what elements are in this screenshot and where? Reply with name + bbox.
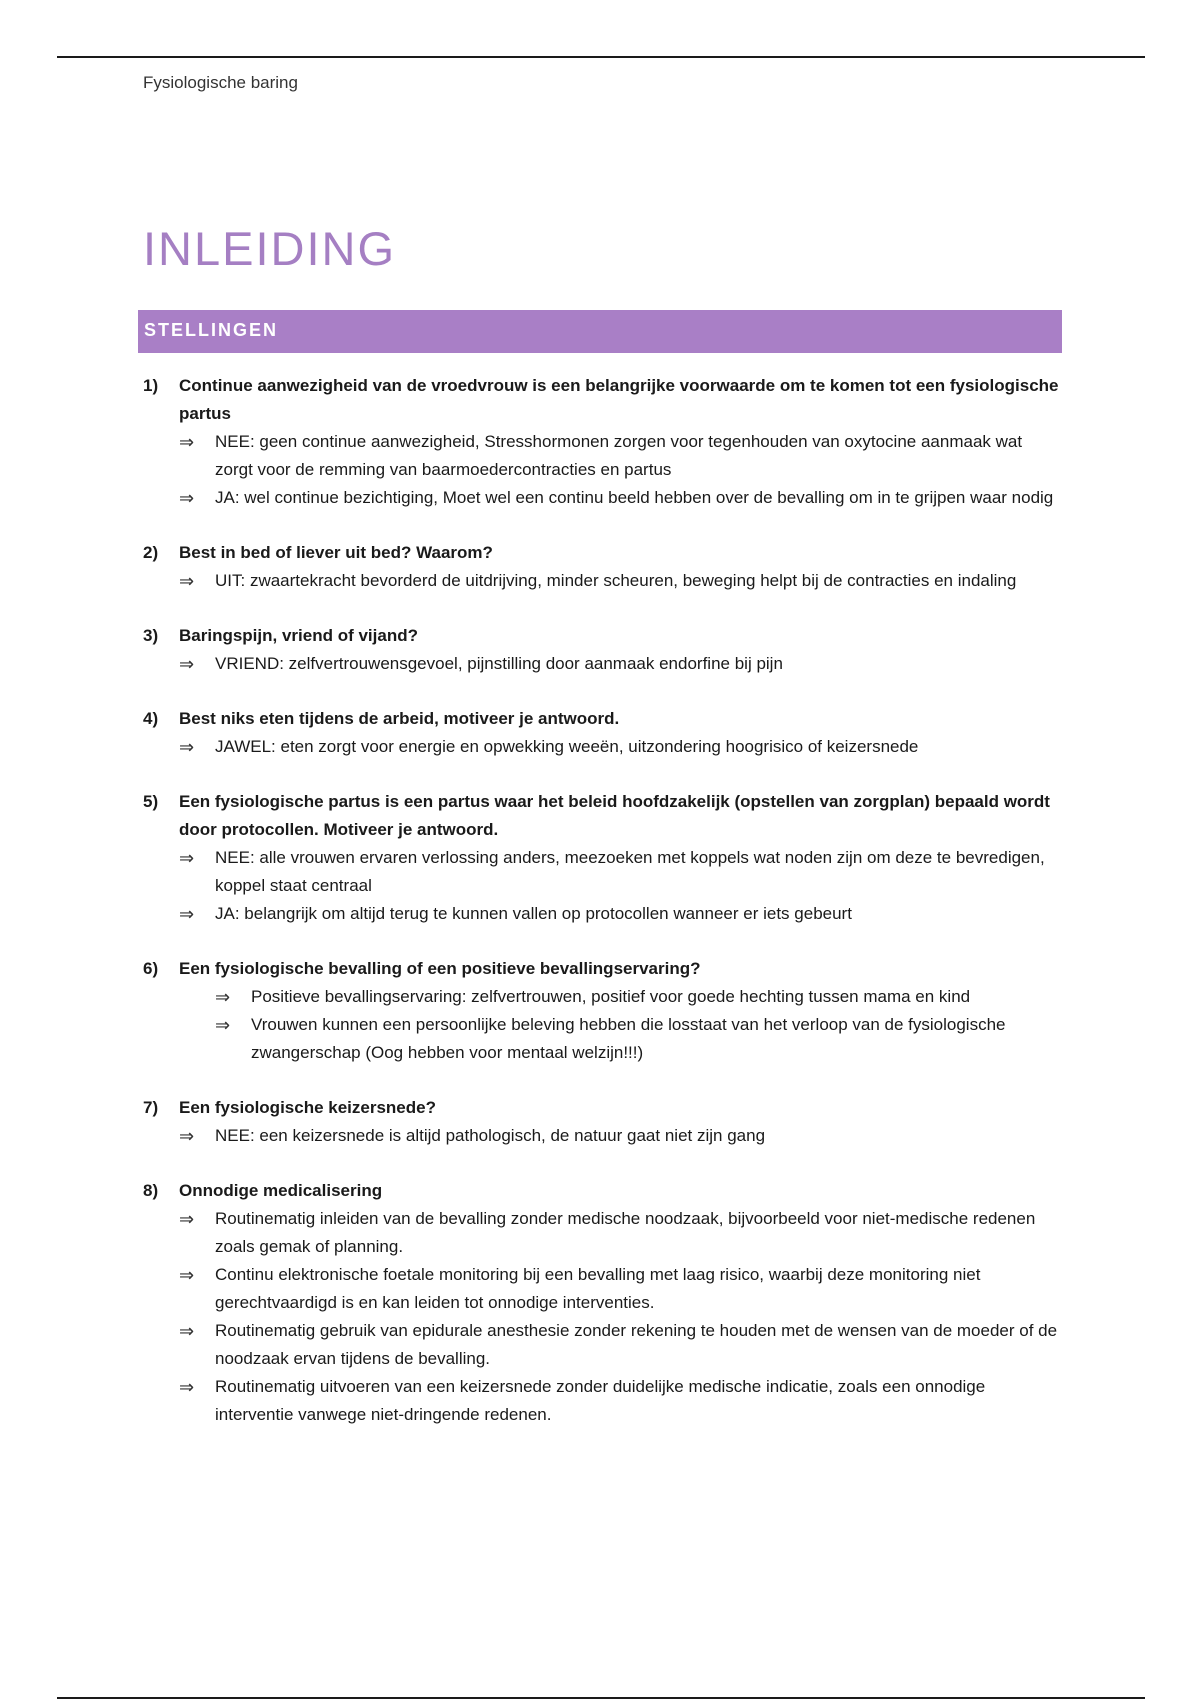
arrow-icon: ⇒ xyxy=(179,904,195,924)
answer-text: Positieve bevallingservaring: zelfvertrouwen, positief voor goede hechting tussen mama en kind xyxy=(251,987,971,1006)
statement-text: Een fysiologische keizersnede? xyxy=(179,1098,436,1117)
statement-item xyxy=(143,705,1063,761)
answer-item xyxy=(179,1261,1063,1317)
statement-item xyxy=(143,955,1063,1067)
statement-text: Continue aanwezigheid van de vroedvrouw is een belangrijke voorwaarde om te komen tot een fysiologische partus xyxy=(179,376,1059,423)
statement-item xyxy=(143,1177,1063,1429)
arrow-icon: ⇒ xyxy=(179,571,195,591)
header-rule xyxy=(57,56,1145,58)
arrow-icon: ⇒ xyxy=(215,1015,231,1035)
answer-text: NEE: geen continue aanwezigheid, Stresshormonen zorgen voor tegenhouden van oxytocine aanmaak wat zorgt voor de remming van baarmoedercontracties en partus xyxy=(215,432,1023,479)
section-banner-label: STELLINGEN xyxy=(144,320,279,340)
statement-item xyxy=(143,372,1063,512)
answer-item xyxy=(179,900,1063,928)
arrow-icon: ⇒ xyxy=(179,737,195,757)
answer-text: UIT: zwaartekracht bevorderd de uitdrijving, minder scheuren, beweging helpt bij de contracties en indaling xyxy=(215,571,1017,590)
statement-text: Baringspijn, vriend of vijand? xyxy=(179,626,418,645)
page-title: INLEIDING xyxy=(143,222,397,275)
arrow-icon: ⇒ xyxy=(215,987,231,1007)
arrow-icon: ⇒ xyxy=(179,1265,195,1285)
statement-number: 2) xyxy=(143,543,159,562)
answer-text: Routinematig uitvoeren van een keizersnede zonder duidelijke medische indicatie, zoals een onnodige interventie vanwege niet-dringende redenen. xyxy=(215,1377,986,1424)
statement-item xyxy=(143,539,1063,595)
answer-item xyxy=(179,650,1063,678)
answer-text: Continu elektronische foetale monitoring bij een bevalling met laag risico, waarbij deze monitoring niet gerechtvaardigd is en kan leiden tot onnodige interventies. xyxy=(215,1265,981,1312)
answer-item xyxy=(215,1011,1063,1067)
answer-text: Routinematig gebruik van epidurale anesthesie zonder rekening te houden met de wensen van de moeder of de noodzaak ervan tijdens de bevalling. xyxy=(215,1321,1058,1368)
answer-item xyxy=(179,1317,1063,1373)
statement-number: 3) xyxy=(143,626,159,645)
arrow-icon: ⇒ xyxy=(179,1321,195,1341)
answer-text: NEE: een keizersnede is altijd pathologisch, de natuur gaat niet zijn gang xyxy=(215,1126,766,1145)
statement-text: Een fysiologische bevalling of een positieve bevallingservaring? xyxy=(179,959,701,978)
answer-item xyxy=(179,1122,1063,1150)
statement-item xyxy=(143,788,1063,928)
footer-rule xyxy=(57,1697,1145,1699)
arrow-icon: ⇒ xyxy=(179,1126,195,1146)
statement-text: Best niks eten tijdens de arbeid, motiveer je antwoord. xyxy=(179,709,620,728)
statement-number: 5) xyxy=(143,792,159,811)
arrow-icon: ⇒ xyxy=(179,848,195,868)
statement-number: 4) xyxy=(143,709,159,728)
statement-item xyxy=(143,622,1063,678)
answer-item xyxy=(215,983,1063,1011)
statement-text: Onnodige medicalisering xyxy=(179,1181,383,1200)
running-header: Fysiologische baring xyxy=(143,73,298,92)
answer-item xyxy=(179,844,1063,900)
arrow-icon: ⇒ xyxy=(179,432,195,452)
answer-item xyxy=(179,428,1063,484)
answer-text: Routinematig inleiden van de bevalling zonder medische noodzaak, bijvoorbeeld voor niet-medische redenen zoals gemak of planning. xyxy=(215,1209,1036,1256)
answer-text: VRIEND: zelfvertrouwensgevoel, pijnstilling door aanmaak endorfine bij pijn xyxy=(215,654,783,673)
arrow-icon: ⇒ xyxy=(179,488,195,508)
arrow-icon: ⇒ xyxy=(179,654,195,674)
statement-item xyxy=(143,1094,1063,1150)
arrow-icon: ⇒ xyxy=(179,1377,195,1397)
statement-number: 1) xyxy=(143,376,159,395)
answer-text: JA: belangrijk om altijd terug te kunnen vallen op protocollen wanneer er iets gebeurt xyxy=(215,904,852,923)
section-banner xyxy=(138,310,1065,353)
arrow-icon: ⇒ xyxy=(179,1209,195,1229)
statement-number: 7) xyxy=(143,1098,159,1117)
answer-text: NEE: alle vrouwen ervaren verlossing anders, meezoeken met koppels wat noden zijn om deze te bevredigen, koppel staat centraal xyxy=(215,848,1045,895)
statement-number: 8) xyxy=(143,1181,159,1200)
answer-item xyxy=(179,1205,1063,1261)
statement-text: Best in bed of liever uit bed? Waarom? xyxy=(179,543,493,562)
statements-list xyxy=(143,372,1063,1456)
answer-item xyxy=(179,1373,1063,1429)
answer-text: JA: wel continue bezichtiging, Moet wel een continu beeld hebben over de bevalling om in te grijpen waar nodig xyxy=(215,488,1054,507)
answer-text: JAWEL: eten zorgt voor energie en opwekking weeën, uitzondering hoogrisico of keizersnede xyxy=(215,737,919,756)
statement-number: 6) xyxy=(143,959,159,978)
answer-item xyxy=(179,567,1063,595)
statement-text: Een fysiologische partus is een partus waar het beleid hoofdzakelijk (opstellen van zorgplan) bepaald wordt door protocollen. Motiveer je antwoord. xyxy=(179,792,1050,839)
answer-item xyxy=(179,484,1063,512)
answer-text: Vrouwen kunnen een persoonlijke beleving hebben die losstaat van het verloop van de fysiologische zwangerschap (Oog hebben voor mentaal welzijn!!!) xyxy=(251,1015,1006,1062)
answer-item xyxy=(179,733,1063,761)
